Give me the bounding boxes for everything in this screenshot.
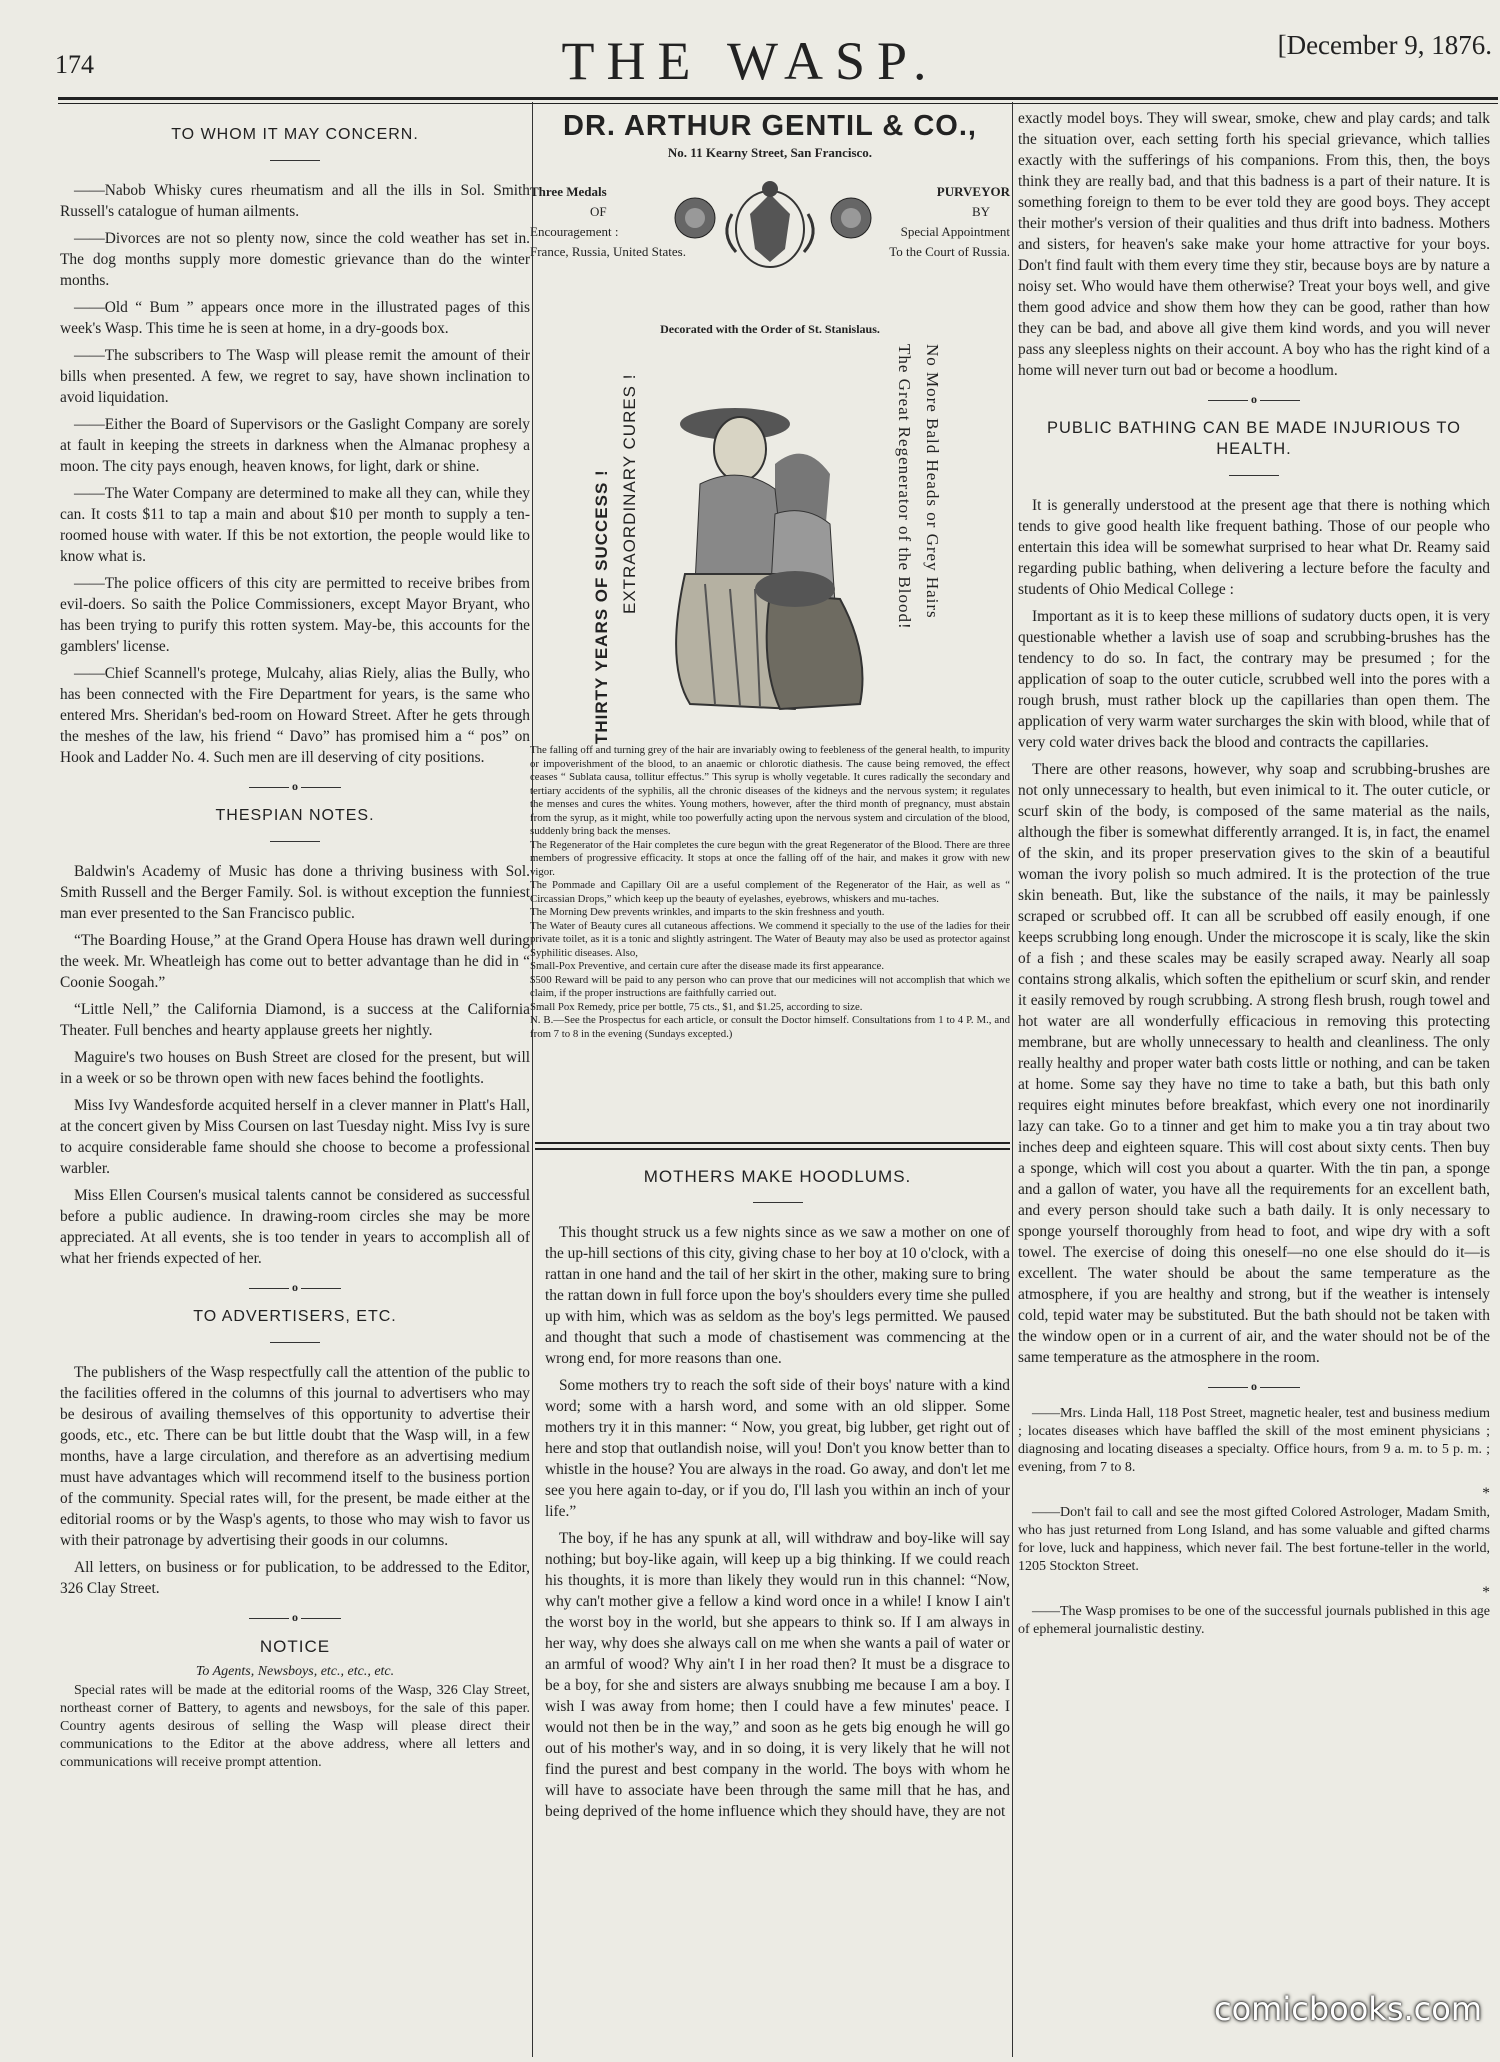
ad-paragraph: Small Pox Remedy, price per bottle, 75 cts., $1, and $1.25, according to size. — [530, 1000, 863, 1013]
heading-rule — [60, 149, 530, 170]
ad-paragraph: The Regenerator of the Hair completes the cure begun with the great Regenerator of the Blood. There are three members of progressive efficacity. It stops at once the falling off of the hair, and makes it grow with new vigor. — [530, 838, 1010, 878]
heading-rule — [60, 1331, 530, 1352]
two-women-engraving — [645, 364, 890, 714]
hoodlums-paragraph: This thought struck us a few nights since as we saw a mother on one of the up-hill sections of this city, giving chase to her boy at 10 o'clock, with a rattan in one hand and the tail of her skirt in the other, making sure to bring the rattan down in full force upon the boy's shoulders every time she pulled up with him, which was as seldom as the boy's legs permitted. We paused and thought that such a mode of chastisement was commencing at the wrong end, for more reasons than one. — [545, 1224, 1010, 1367]
thespian-item: “The Boarding House,” at the Grand Opera House has drawn well during the week. Mr. Wheatleigh has come out to better advantage than he did in “ Coonie Soogah.” — [60, 932, 530, 991]
medal-emblem-icon — [670, 188, 720, 248]
thespian-heading: THESPIAN NOTES. — [215, 807, 375, 824]
heading-rule — [60, 830, 530, 851]
ad-paragraph: $500 Reward will be paid to any person who can prove that our medicines will not accomplish that which we claim, if the proper instructions are faithfully carried out. — [530, 973, 1010, 999]
bathing-heading: PUBLIC BATHING CAN BE MADE INJURIOUS TO HEALTH. — [1047, 419, 1461, 458]
ad-paragraph: The Morning Dew prevents wrinkles, and imparts to the skin freshness and youth. — [530, 906, 885, 918]
concern-item: ——The police officers of this city are permitted to receive bribes from evil-doers. So saith the Police Commissioners, except Mayor Bryant, who has been trying to purify this rotten system. May-be, this accounts for the gamblers' license. — [60, 575, 530, 655]
watermark: comicbooks.com — [1213, 1990, 1482, 2028]
concern-heading: TO WHOM IT MAY CONCERN. — [171, 126, 419, 143]
hoodlums-continuation: exactly model boys. They will swear, smoke, chew and play cards; and talk the situation over, each setting forth his special grievance, which tallies exactly with the sufferings of his companions. From this, then, the boys think they are really bad, and that this badness is a part of their nature. It is something foreign to them to be ever told they are good boys. They accept their mother's version of their qualities and thus drift into badness. Mothers and sisters, for heaven's sake make your home attractive for your boys. Don't find fault with them every time they stir, because boys are by nature a noisy set. Who would have them otherwise? Treat your boys well, and give them good advice and show them how they can be good, rather than how they can be bad, and above all give them kind words, and you will never pass any sleepless nights on their account. A boy who has the right kind of a home will never turn out bad or become a hoodlum. — [1018, 110, 1490, 379]
ad-decorated-line: Decorated with the Order of St. Stanislaus. — [660, 322, 880, 336]
concern-item: ——Chief Scannell's protege, Mulcahy, alias Riely, alias the Bully, who has been connected with the Fire Department for years, is the same who entered Mrs. Sheridan's bed-room on Howard Street. After he gets through the meshes of the law, his friend “ Davo” has promised him a “ pos” on Hook and Ladder No. 4. Such men are ill deserving of city positions. — [60, 665, 530, 766]
ornament-divider: o — [60, 1607, 530, 1628]
masthead — [0, 0, 1500, 110]
ornament-divider: o — [1018, 1376, 1490, 1397]
thespian-item: “Little Nell,” the California Diamond, is a success at the California Theater. Full benches and hearty applause greets her nightly. — [60, 1001, 530, 1039]
column-middle — [545, 1160, 1010, 1828]
small-notice: ——The Wasp promises to be one of the successful journals published in this age of ephemeral journalistic destiny. — [1018, 1604, 1490, 1637]
hoodlums-paragraph: The boy, if he has any spunk at all, will withdraw and boy-like will say nothing; but boy-like again, will keep up a big thinking. If we could reach his thoughts, it is more than likely they would run in this channel: “Now, why can't mother give a fellow a kind word once in a while! I know I ain't the worst boy in the world, but she appears to think so. If I am always in her way, why does she always call on me when she wants a pail of water or an armful of wood? Why ain't I in her road then? It must be a disgrace to be a boy, for she and sisters are always snubbing me because I am a boy. I wish I was away from home; then I could have a few minutes' peace. I would not then be in the way,” and soon as he gets big enough he will go out of his mother's way, and in so doing, it is very likely that he will not find the purest and best company in the world. The boys with whom he will have to associate have been through the same mill that he has, and being deprived of the home influence which they should have, they are not — [545, 1530, 1010, 1820]
ad-company-name: DR. ARTHUR GENTIL & CO., — [563, 110, 977, 142]
star-mark: * — [1482, 1584, 1490, 1601]
ornament-divider: o — [1018, 389, 1490, 410]
small-notice: ——Don't fail to call and see the most gifted Colored Astrologer, Madam Smith, who has just returned from Long Island, and has some valuable and gifted charms for love, luck and happiness, which never fail. The best fortune-teller in the world, 1205 Stockton Street. — [1018, 1505, 1490, 1574]
notice-subheading: To Agents, Newsboys, etc., etc., etc. — [195, 1664, 395, 1679]
hoodlums-paragraph: Some mothers try to reach the soft side of their boys' nature with a kind word; some with a harsh word, and some with an old slipper. Some mothers try it in this manner: “ Now, you great, big lubber, get right out of here and stop that outlandish noise, will you! Don't you know better than to whistle in the house? You are always in the road. Go away, and don't let me see you here again to-day, or if you do, I'll lash you within an inch of your life.” — [545, 1377, 1010, 1520]
bathing-paragraph: Important as it is to keep these millions of sudatory ducts open, it is very questionable whether a lavish use of soap and scrubbing-brushes has the tendency to do so. In fact, the contrary may be presumed ; for the application of soap to the outer cuticle, scrubbed well into the pores with a rough brush, must rather block up the capillaries than open them. The application of very warm water surcharges the skin with blood, while that of very cold water drives back the blood and contracts the capillaries. — [1018, 608, 1490, 751]
concern-item: ——The subscribers to The Wasp will please remit the amount of their bills when presented. A few, we regret to say, have shown inclination to avoid liquidation. — [60, 347, 530, 406]
concern-item: ——Either the Board of Supervisors or the Gaslight Company are sorely at fault in keeping the streets in darkness when the Almanac prophesy a moon. The city pays enough, heaven knows, for light, dark or shine. — [60, 416, 530, 475]
thespian-item: Miss Ivy Wandesforde acquited herself in a clever manner in Platt's Hall, at the concert given by Miss Coursen on last Tuesday night. Miss Ivy is sure to acquire considerable fame should she choose to become a professional warbler. — [60, 1097, 530, 1177]
ad-medals-text: Three Medals OF Encouragement : France, Russia, United States. — [530, 184, 686, 259]
ad-bottom-rule — [535, 1142, 1010, 1150]
thespian-item: Miss Ellen Coursen's musical talents cannot be considered as successful before a public audience. In drawing-room circles she may be more appreciated. At all events, she is too tender in years to accomplish all of what her friends expected of her. — [60, 1187, 530, 1267]
ad-vertical-text-4: The Great Regenerator of the Blood! — [895, 344, 914, 630]
ad-paragraph: Small-Pox Preventive, and certain cure after the disease made its first appearance. — [530, 960, 885, 972]
issue-date: [December 9, 1876. — [1277, 30, 1492, 60]
ad-purveyor-text: PURVEYOR BY Special Appointment To the Court of Russia. — [889, 184, 1010, 259]
advertisers-heading: TO ADVERTISERS, ETC. — [193, 1308, 397, 1325]
concern-item: ——The Water Company are determined to make all they can, while they can. It costs $11 to tap a main and about $10 per month to supply a ten-roomed house with water. If this be not extortion, the people would like to know what is. — [60, 485, 530, 565]
ad-address: No. 11 Kearny Street, San Francisco. — [667, 145, 873, 160]
masthead-rule-top — [58, 97, 1498, 100]
coat-of-arms-icon — [710, 174, 830, 274]
ad-fine-print — [530, 744, 1010, 1041]
thespian-item: Baldwin's Academy of Music has done a thriving business with Sol. Smith Russell and the Berger Family. Sol. is without exception the funniest man ever presented to the San Francisco public. — [60, 863, 530, 922]
ornament-divider: o — [60, 1277, 530, 1298]
concern-item: ——Divorces are not so plenty now, since the cold weather has set in. The dog months supply more domestic grievance than do the winter months. — [60, 230, 530, 289]
concern-item: ——Nabob Whisky cures rheumatism and all the ills in Sol. Smith Russell's catalogue of human ailments. — [60, 182, 530, 220]
star-mark: * — [1482, 1485, 1490, 1502]
gentil-advertisement — [530, 104, 1010, 1144]
imperial-eagle-icon — [826, 188, 876, 248]
advertisers-item: All letters, on business or for publication, to be addressed to the Editor, 326 Clay Street. — [60, 1559, 530, 1597]
concern-item: ——Old “ Bum ” appears once more in the illustrated pages of this week's Wasp. This time he is seen at home, in a dry-goods box. — [60, 299, 530, 337]
small-notice: ——Mrs. Linda Hall, 118 Post Street, magnetic healer, test and business medium ; locates diseases which have baffled the skill of the most eminent physicians ; diagnosing and locating diseases a specialty. Office hours, from 9 a. m. to 5 p. m. ; evening, from 7 to 8. — [1018, 1406, 1490, 1475]
newspaper-title: THE WASP. — [561, 31, 939, 91]
ad-vertical-text-3: No More Bald Heads or Grey Hairs — [923, 344, 942, 619]
ad-paragraph: The Water of Beauty cures all cutaneous affections. We commend it specially to the use of the ladies for their private toilet, as it is a tonic and slightly astringent. The Water of Beauty may also be used as protector against Syphilitic diseases. Also, — [530, 919, 1010, 959]
ad-paragraph: The falling off and turning grey of the hair are invariably owing to feebleness of the general health, to impurity or impoverishment of the blood, to an anaemic or chlorotic diathesis. The cause being removed, the effect ceases “ Sublata causa, tollitur effectus.” This syrup is wholly vegetable. It cures radically the secondary and tertiary accidents of the syphilis, all the chronic diseases of the kidneys and the nervous system; it regulates the menses and cures the whites. Young mothers, however, after the third month of pregnancy, must abstain from the syrup, as it might, while too powerfully acting upon the nervous system and circulation of the blood, suddenly bring back the menses. — [530, 744, 1010, 837]
ornament-divider: o — [60, 776, 530, 797]
advertisers-item: The publishers of the Wasp respectfully call the attention of the public to the facilities offered in the columns of this journal to advertisers who may be desirous of availing themselves of this opportunity to advertise their goods, etc., etc. There can be but little doubt that the Wasp will, in a few months, have a large circulation, and therefore as an advertising medium must have advantages which will recommend itself to the business portion of the community. Special rates will, for the present, be made either at the editorial rooms or by the Wasp's agents, to those who may wish to favor us with their patronage by advertising their goods in our columns. — [60, 1364, 530, 1549]
notice-text: Special rates will be made at the editorial rooms of the Wasp, 326 Clay Street, northeast corner of Battery, to agents and newsboys, for the sale of this paper. Country agents desirous of selling the Wasp will please direct their communications to the Editor at the above address, where all letters and communications will receive prompt attention. — [60, 1683, 530, 1770]
thespian-item: Maguire's two houses on Bush Street are closed for the present, but will in a week or so be thrown open with new faces behind the footlights. — [60, 1049, 530, 1087]
hoodlums-heading: MOTHERS MAKE HOODLUMS. — [643, 1167, 912, 1186]
notice-heading: NOTICE — [259, 1637, 331, 1656]
heading-rule — [545, 1191, 1010, 1212]
column-divider-2 — [1012, 102, 1013, 2057]
ad-paragraph: N. B.—See the Prospectus for each article, or consult the Doctor himself. Consultations from 1 to 4 P. M., and from 7 to 8 in the evening (Sundays excepted.) — [530, 1014, 1010, 1040]
ad-vertical-text-1: THIRTY YEARS OF SUCCESS ! — [592, 469, 611, 744]
heading-rule — [1018, 464, 1490, 485]
bathing-paragraph: There are other reasons, however, why soap and scrubbing-brushes are not only unnecessary to health, but even inimical to it. The outer cuticle, or scurf skin of the body, is composed of the same material as the nails, although the fiber is somewhat differently arranged. It is, in fact, the enamel of the skin, and its proper preservation gives to the skin of a beautiful woman the ivory polish so much admired. It is the protection of the true skin beneath. But, like the substance of the nails, it may be painlessly scraped or scrubbed off. It can all be scrubbed off easily enough, if one keeps scrubbing long enough. Under the microscope it is scaly, like the skin of a fish ; and these scales may be easily scraped away. Nearly all soap contains strong alkalis, which soften the epithelium or scurf skin, and render it easily removed by rough scrubbing. A strong flesh brush, rough towel and hot water are all wonderfully efficacious in removing this protecting membrane, but are wholly unnecessary to health and cleanliness. The only really healthy and proper water bath costs little or nothing, and can be taken at home. Some say they have no time to take a bath, but this bath only requires eight minutes before breakfast, which every one not inordinarily lazy can take. Go to a tinner and get him to make you a tin tray about two inches deep and eighteen square. This will cost about sixty cents. Then buy a sponge, which will cost you about a quarter. With the tin pan, a sponge and a gallon of water, you have all the requirements for an excellent bath, and every person should take such a bath daily. It is only necessary to sponge yourself thoroughly from head to foot, and wipe dry with a soft towel. The exercise of doing this oneself—no one else should do it—is excellent. The water should be about the same temperature as the atmosphere, if you are healthy and strong, but if the weather is intensely cold, tepid water may be substituted. But the bath should not be taken with the window open or in a current of air, and the water should not be of the same temperature as the atmosphere in the room. — [1018, 761, 1490, 1366]
ad-medals-row — [530, 174, 1010, 284]
page-number: 174 — [55, 50, 94, 79]
bathing-paragraph: It is generally understood at the present age that there is nothing which tends to give good health like frequent bathing. Those of our people who entertain this idea will be somewhat surprised to hear what Dr. Reamy said regarding public bathing, when delivering a lecture before the faculty and students of Ohio Medical College : — [1018, 497, 1490, 598]
ad-paragraph: The Pommade and Capillary Oil are a useful complement of the Regenerator of the Hair, as well as “ Circassian Drops,” which keep up the beauty of eyelashes, eyebrows, whiskers and mu-taches. — [530, 879, 1010, 905]
ad-vertical-text-2: EXTRAORDINARY CURES ! — [620, 373, 639, 614]
column-right — [1018, 108, 1490, 1645]
column-left — [60, 118, 530, 1778]
